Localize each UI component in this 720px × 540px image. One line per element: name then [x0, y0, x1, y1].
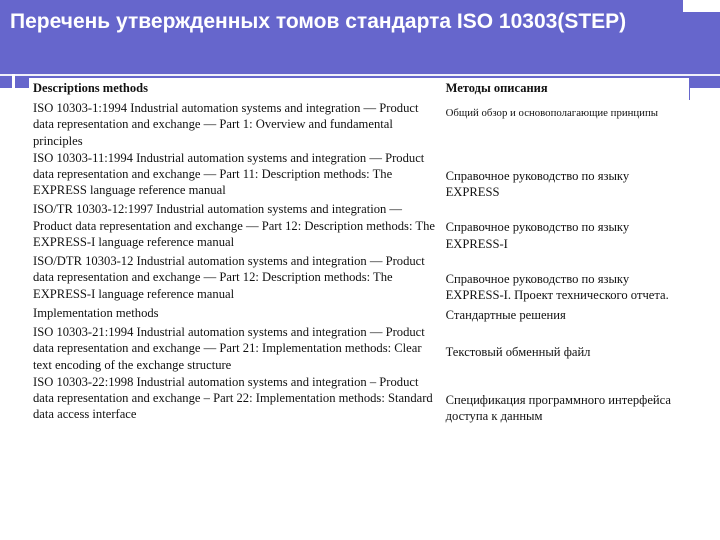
- header-corner-right: [683, 0, 720, 12]
- standard-title-ru: Справочное руководство по языку EXPRESS: [445, 168, 630, 200]
- header-accent-line: [0, 74, 720, 76]
- standard-title-ru: Общий обзор и основополагающие принципы: [445, 107, 658, 119]
- standard-title-en: ISO 10303-21:1994 Industrial automation systems and integration — Product data representation and exchange — Part 21: Implementation methods: Clear text encoding of the exchange structure: [33, 324, 425, 372]
- table-section-row: [33, 305, 673, 324]
- standard-title-en: ISO 10303-22:1998 Industrial automation systems and integration – Product data representation and exchange – Part 22: Implementation methods: Standard data access interface: [33, 374, 433, 422]
- standards-table: [33, 78, 673, 425]
- slide-title: Перечень утвержденных томов стандарта ISO 10303(STEP): [10, 10, 627, 33]
- standard-title-ru: Спецификация программного интерфейса доступа к данным: [445, 392, 671, 424]
- table-row: [33, 201, 673, 253]
- table-row: [33, 324, 673, 374]
- table-row: [33, 374, 673, 426]
- standard-title-en: ISO/DTR 10303-12 Industrial automation systems and integration — Product data representation and exchange — Part 12: Description methods: The EXPRESS-I language reference manual: [33, 254, 425, 301]
- standards-table-container: [29, 78, 689, 512]
- table-row: [33, 150, 673, 202]
- table-header-row: [33, 78, 673, 100]
- header-notch-left: [0, 88, 30, 100]
- standard-title-en: ISO 10303-1:1994 Industrial automation systems and integration — Product data representation and exchange — Part 1: Overview and fundamental principles: [33, 101, 419, 148]
- table-row: [33, 100, 673, 150]
- standard-title-en: ISO/TR 10303-12:1997 Industrial automation systems and integration — Product data representation and exchange — Part 12: Description methods: The EXPRESS-I language reference manual: [33, 202, 435, 250]
- header-notch-right: [690, 88, 720, 100]
- standard-title-ru: Текстовый обменный файл: [445, 344, 591, 359]
- standard-title-ru: Справочное руководство по языку EXPRESS-I. Проект технического отчета.: [445, 272, 669, 303]
- table-row: [33, 253, 673, 305]
- section-title-ru: Стандартные решения: [445, 307, 566, 322]
- header-descriptions-methods: Descriptions methods: [33, 81, 148, 95]
- standard-title-en: ISO 10303-11:1994 Industrial automation systems and integration — Product data representation and exchange — Part 11: Description methods: The EXPRESS language reference manual: [33, 150, 425, 198]
- header-accent-bar: [12, 74, 15, 104]
- header-metody-opisaniya: Методы описания: [445, 81, 548, 95]
- standard-title-ru: Справочное руководство по языку EXPRESS-I: [445, 220, 630, 251]
- section-title-en: Implementation methods: [33, 305, 159, 320]
